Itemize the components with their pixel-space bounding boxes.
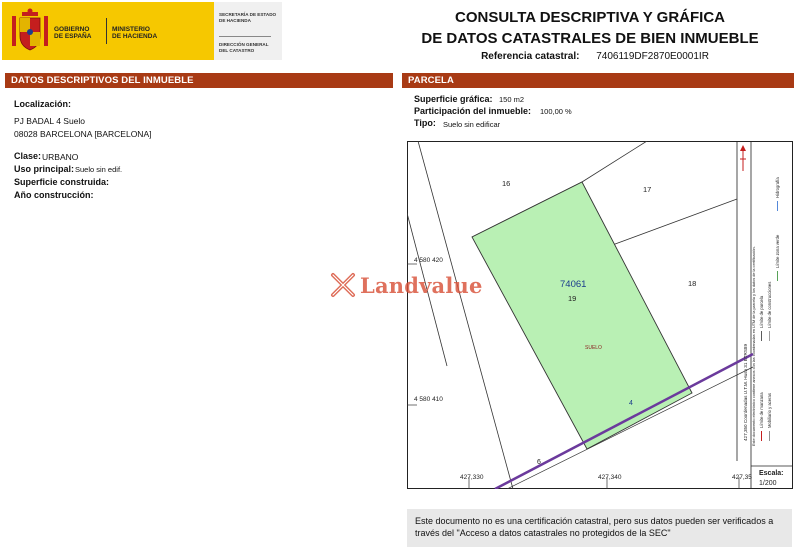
secretaria-text: SECRETARÍA DE ESTADO DE HACIENDA: [219, 12, 277, 23]
legend-4: Mobiliario y aceras: [767, 393, 772, 428]
descriptive-data-bar: DATOS DESCRIPTIVOS DEL INMUEBLE: [5, 73, 393, 88]
agency-block: [214, 2, 282, 60]
legend-3: Límite de construcciones: [767, 281, 772, 328]
participacion-value: 100,00 %: [540, 107, 572, 116]
anio-construccion-label: Año construcción:: [14, 190, 94, 200]
reference-label: Referencia catastral:: [481, 51, 580, 62]
superficie-grafica-value: 150 m2: [499, 95, 525, 104]
tipo-label: Tipo:: [414, 118, 436, 128]
note-line-1: Este documento no es una certificación catastral, pero sus datos pueden ser verificados a: [415, 516, 774, 526]
watermark-text: Landvalue: [360, 272, 483, 298]
legend-text-group: [743, 344, 748, 441]
superficie-grafica-label: Superficie gráfica:: [414, 94, 493, 104]
clase-label: Clase:: [14, 151, 42, 161]
coord-note: 427,350 Coordenadas U.T.M. Huso 31 ETRS89: [743, 343, 748, 441]
watermark: [330, 270, 483, 300]
scale-label: Escala:: [759, 470, 784, 477]
watermark-x-icon: [330, 272, 356, 298]
block-label: 74061: [560, 279, 587, 290]
y-coord-top: 4 580 420: [414, 257, 443, 264]
parcel-label-19: 19: [568, 294, 577, 303]
parcela-bar: PARCELA: [402, 73, 794, 88]
document-title: CONSULTA DESCRIPTIVA Y GRÁFICA DE DATOS CATASTRALES DE BIEN INMUEBLE: [421, 9, 759, 47]
parcel-label-17: 17: [643, 185, 652, 194]
government-logo: [2, 2, 282, 62]
legend-6: Hidrografía: [775, 177, 780, 198]
localizacion-label: Localización:: [14, 99, 72, 109]
parcel-label-16: 16: [502, 179, 511, 188]
logo-yellow-block: [2, 2, 214, 60]
superficie-construida-label: Superficie construida:: [14, 177, 110, 187]
legend-2: Límite de parcela: [759, 295, 764, 328]
reference-value: 7406119DF2870E0001IR: [596, 51, 709, 62]
house-number-label: 4: [629, 400, 633, 407]
cadastral-map: [407, 141, 793, 489]
logo-divider: [106, 18, 107, 44]
gobierno-text: GOBIERNO DE ESPAÑA: [54, 26, 92, 40]
legend-5: Límite zona verde: [775, 234, 780, 268]
address-line-1: PJ BADAL 4 Suelo: [14, 116, 86, 126]
clase-value: URBANO: [42, 152, 79, 162]
uso-value: Suelo sin edif.: [75, 165, 123, 174]
coat-of-arms-icon: [10, 8, 50, 54]
x-coord-3: 427,35: [732, 474, 752, 481]
parcel-label-6: 6: [537, 459, 541, 466]
participacion-label: Participación del inmueble:: [414, 106, 532, 116]
uso-label: Uso principal:: [14, 164, 75, 174]
parcel-label-18: 18: [688, 279, 697, 288]
reference-line: [410, 51, 780, 62]
suelo-label: SUELO: [585, 345, 602, 351]
verification-note: [407, 509, 792, 547]
note-line-2: través del "Acceso a datos catastrales no protegidos de la SEC": [415, 528, 671, 538]
address-line-2: 08028 BARCELONA [BARCELONA]: [14, 129, 152, 139]
legend-1: Límite de manzana: [759, 392, 764, 428]
info-note: Este documento electrónico contiene anexos con las coordenadas en UTM de la parcela y los datos de la certificación.: [752, 246, 756, 446]
direccion-text: DIRECCIÓN GENERAL DEL CATASTRO: [219, 42, 269, 53]
tipo-value: Suelo sin edificar: [443, 120, 501, 129]
scale-value: 1/200: [759, 480, 777, 487]
agency-rule: [219, 36, 271, 37]
ministerio-text: MINISTERIO DE HACIENDA: [112, 26, 158, 40]
x-coord-1: 427,330: [460, 474, 484, 481]
y-coord-bottom: 4 580 410: [414, 396, 443, 403]
x-coord-2: 427,340: [598, 474, 622, 481]
